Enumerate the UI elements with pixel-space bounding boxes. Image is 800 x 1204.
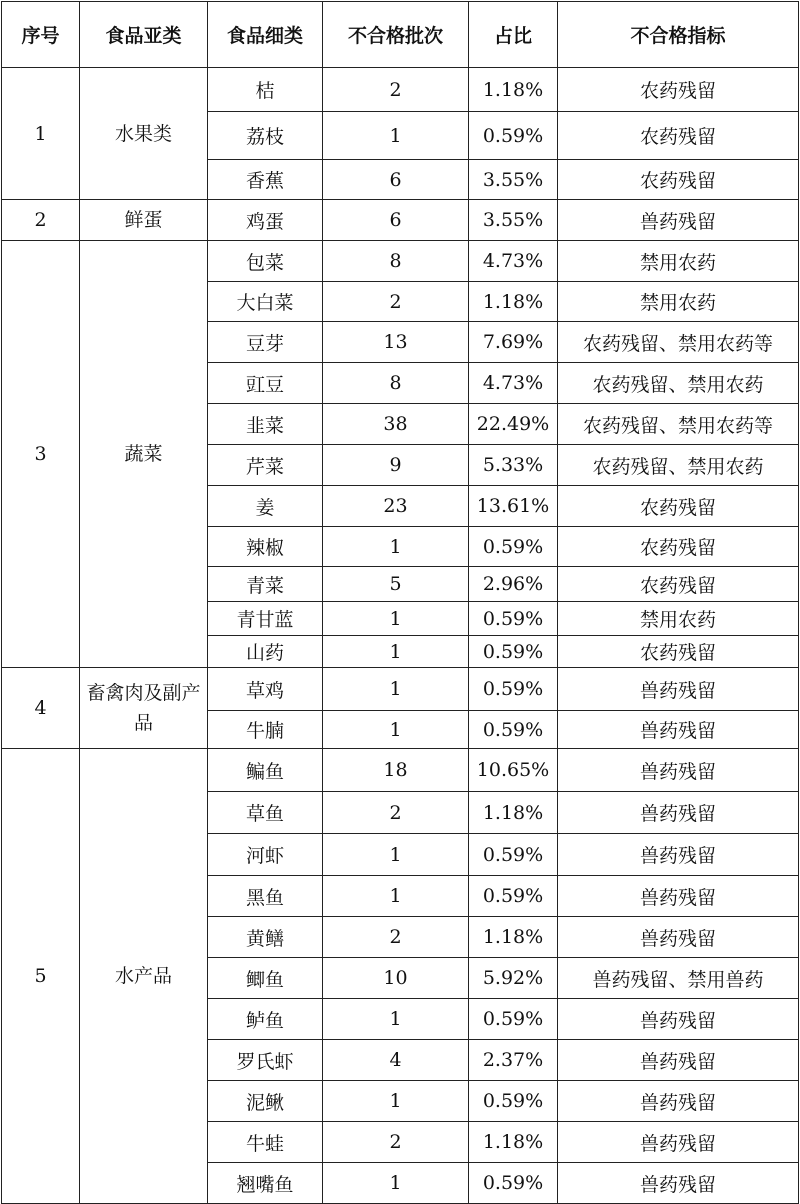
cell-batches: 23	[323, 486, 469, 527]
cell-batches: 8	[323, 363, 469, 404]
cell-indicator: 禁用农药	[558, 282, 799, 322]
cell-batches: 1	[323, 876, 469, 917]
cell-item: 牛蛙	[208, 1122, 323, 1163]
cell-indicator: 农药残留	[558, 112, 799, 160]
group-number: 2	[2, 200, 80, 241]
cell-batches: 6	[323, 160, 469, 200]
header-category: 食品亚类	[80, 2, 208, 68]
cell-indicator: 农药残留、禁用农药等	[558, 322, 799, 363]
cell-indicator: 兽药残留	[558, 200, 799, 241]
cell-indicator: 兽药残留	[558, 1163, 799, 1204]
cell-ratio: 0.59%	[469, 1081, 558, 1122]
cell-item: 韭菜	[208, 404, 323, 445]
cell-indicator: 农药残留	[558, 636, 799, 668]
table-row	[2, 749, 799, 792]
cell-indicator: 兽药残留	[558, 711, 799, 749]
cell-item: 大白菜	[208, 282, 323, 322]
cell-ratio: 1.18%	[469, 282, 558, 322]
cell-batches: 2	[323, 917, 469, 958]
cell-batches: 1	[323, 1081, 469, 1122]
cell-batches: 2	[323, 792, 469, 834]
cell-item: 香蕉	[208, 160, 323, 200]
unqualified-food-table	[1, 1, 799, 1204]
cell-batches: 2	[323, 68, 469, 112]
cell-item: 山药	[208, 636, 323, 668]
cell-indicator: 农药残留、禁用农药	[558, 363, 799, 404]
cell-item: 黑鱼	[208, 876, 323, 917]
group-category: 蔬菜	[80, 241, 208, 668]
group-number: 1	[2, 68, 80, 200]
cell-ratio: 1.18%	[469, 1122, 558, 1163]
cell-indicator: 兽药残留、禁用兽药	[558, 958, 799, 999]
cell-item: 桔	[208, 68, 323, 112]
cell-indicator: 农药残留	[558, 486, 799, 527]
cell-batches: 2	[323, 1122, 469, 1163]
cell-item: 鳊鱼	[208, 749, 323, 792]
cell-indicator: 农药残留	[558, 567, 799, 602]
cell-item: 鸡蛋	[208, 200, 323, 241]
cell-indicator: 兽药残留	[558, 1081, 799, 1122]
cell-item: 辣椒	[208, 527, 323, 567]
cell-item: 芹菜	[208, 445, 323, 486]
cell-indicator: 兽药残留	[558, 668, 799, 711]
cell-ratio: 0.59%	[469, 636, 558, 668]
cell-ratio: 0.59%	[469, 602, 558, 636]
cell-batches: 1	[323, 1163, 469, 1204]
cell-indicator: 农药残留、禁用农药	[558, 445, 799, 486]
cell-indicator: 禁用农药	[558, 241, 799, 282]
header-row	[2, 2, 799, 68]
cell-item: 包菜	[208, 241, 323, 282]
group-number: 3	[2, 241, 80, 668]
header-indicator: 不合格指标	[558, 2, 799, 68]
header-no: 序号	[2, 2, 80, 68]
cell-ratio: 4.73%	[469, 363, 558, 404]
cell-ratio: 1.18%	[469, 792, 558, 834]
cell-indicator: 兽药残留	[558, 749, 799, 792]
cell-batches: 5	[323, 567, 469, 602]
cell-ratio: 3.55%	[469, 200, 558, 241]
cell-item: 豆芽	[208, 322, 323, 363]
cell-indicator: 兽药残留	[558, 999, 799, 1040]
cell-batches: 13	[323, 322, 469, 363]
cell-indicator: 兽药残留	[558, 917, 799, 958]
cell-indicator: 农药残留	[558, 527, 799, 567]
header-item: 食品细类	[208, 2, 323, 68]
cell-ratio: 0.59%	[469, 876, 558, 917]
cell-ratio: 5.33%	[469, 445, 558, 486]
cell-item: 泥鳅	[208, 1081, 323, 1122]
group-category: 水产品	[80, 749, 208, 1204]
cell-batches: 2	[323, 282, 469, 322]
cell-batches: 1	[323, 834, 469, 876]
cell-item: 豇豆	[208, 363, 323, 404]
cell-ratio: 13.61%	[469, 486, 558, 527]
table-row	[2, 241, 799, 282]
cell-batches: 8	[323, 241, 469, 282]
cell-batches: 1	[323, 602, 469, 636]
cell-indicator: 兽药残留	[558, 1122, 799, 1163]
cell-ratio: 4.73%	[469, 241, 558, 282]
cell-item: 青菜	[208, 567, 323, 602]
cell-indicator: 兽药残留	[558, 792, 799, 834]
cell-batches: 1	[323, 711, 469, 749]
cell-item: 姜	[208, 486, 323, 527]
group-number: 4	[2, 668, 80, 749]
cell-indicator: 农药残留	[558, 160, 799, 200]
cell-ratio: 3.55%	[469, 160, 558, 200]
cell-indicator: 农药残留、禁用农药等	[558, 404, 799, 445]
cell-item: 河虾	[208, 834, 323, 876]
cell-ratio: 5.92%	[469, 958, 558, 999]
group-category: 鲜蛋	[80, 200, 208, 241]
cell-item: 青甘蓝	[208, 602, 323, 636]
cell-ratio: 1.18%	[469, 68, 558, 112]
cell-batches: 10	[323, 958, 469, 999]
cell-ratio: 2.96%	[469, 567, 558, 602]
cell-indicator: 兽药残留	[558, 1040, 799, 1081]
cell-ratio: 0.59%	[469, 999, 558, 1040]
cell-indicator: 兽药残留	[558, 834, 799, 876]
cell-ratio: 10.65%	[469, 749, 558, 792]
cell-ratio: 1.18%	[469, 917, 558, 958]
cell-indicator: 禁用农药	[558, 602, 799, 636]
cell-ratio: 0.59%	[469, 711, 558, 749]
cell-item: 鲫鱼	[208, 958, 323, 999]
cell-batches: 4	[323, 1040, 469, 1081]
header-ratio: 占比	[469, 2, 558, 68]
cell-ratio: 2.37%	[469, 1040, 558, 1081]
cell-item: 黄鳝	[208, 917, 323, 958]
table-row	[2, 68, 799, 112]
group-number: 5	[2, 749, 80, 1204]
table-row	[2, 668, 799, 711]
group-category: 水果类	[80, 68, 208, 200]
cell-item: 翘嘴鱼	[208, 1163, 323, 1204]
cell-batches: 1	[323, 112, 469, 160]
cell-ratio: 0.59%	[469, 112, 558, 160]
cell-batches: 1	[323, 527, 469, 567]
table-row	[2, 200, 799, 241]
header-batches: 不合格批次	[323, 2, 469, 68]
cell-item: 草鱼	[208, 792, 323, 834]
cell-batches: 9	[323, 445, 469, 486]
cell-batches: 18	[323, 749, 469, 792]
cell-ratio: 0.59%	[469, 1163, 558, 1204]
cell-indicator: 兽药残留	[558, 876, 799, 917]
cell-ratio: 0.59%	[469, 527, 558, 567]
cell-batches: 1	[323, 636, 469, 668]
cell-item: 鲈鱼	[208, 999, 323, 1040]
cell-item: 牛腩	[208, 711, 323, 749]
cell-ratio: 0.59%	[469, 834, 558, 876]
cell-batches: 6	[323, 200, 469, 241]
cell-item: 荔枝	[208, 112, 323, 160]
cell-batches: 1	[323, 999, 469, 1040]
cell-ratio: 22.49%	[469, 404, 558, 445]
table-body	[2, 68, 799, 1204]
cell-batches: 38	[323, 404, 469, 445]
cell-ratio: 0.59%	[469, 668, 558, 711]
cell-item: 草鸡	[208, 668, 323, 711]
cell-ratio: 7.69%	[469, 322, 558, 363]
cell-item: 罗氏虾	[208, 1040, 323, 1081]
group-category: 畜禽肉及副产品	[80, 668, 208, 749]
cell-batches: 1	[323, 668, 469, 711]
cell-indicator: 农药残留	[558, 68, 799, 112]
